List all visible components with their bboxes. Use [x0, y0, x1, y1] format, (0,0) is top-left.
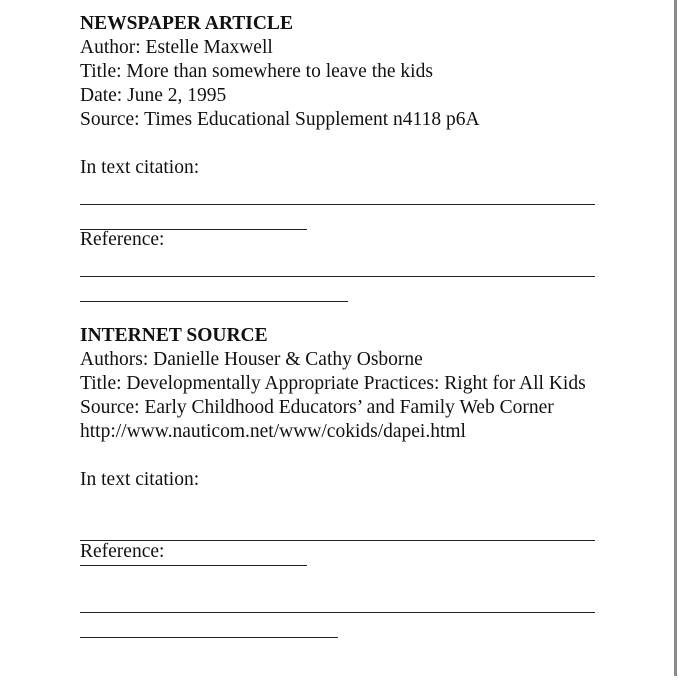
spacer [80, 132, 600, 156]
internet-reference-answer-line-1[interactable] [80, 612, 595, 613]
spacer [80, 516, 600, 540]
newspaper-in-text-citation-label: In text citation: [80, 157, 200, 178]
spacer [80, 492, 600, 516]
newspaper-author: Author: Estelle Maxwell [80, 37, 273, 58]
newspaper-reference-answer-line-1[interactable] [80, 276, 595, 277]
spacer [80, 180, 600, 204]
newspaper-title: Title: More than somewhere to leave the kids [80, 61, 433, 82]
internet-source: Source: Early Childhood Educators’ and Family Web Corner [80, 397, 554, 418]
newspaper-source: Source: Times Educational Supplement n4118 p6A [80, 109, 480, 130]
internet-reference-answer-line-2[interactable] [80, 637, 338, 638]
newspaper-date: Date: June 2, 1995 [80, 85, 227, 106]
newspaper-article-section [80, 12, 600, 252]
internet-in-text-answer-line-1[interactable] [80, 540, 595, 541]
internet-heading: INTERNET SOURCE [80, 325, 268, 346]
spacer [80, 204, 600, 228]
internet-title: Title: Developmentally Appropriate Practices: Right for All Kids [80, 373, 586, 394]
internet-reference-label: Reference: [80, 541, 165, 562]
newspaper-in-text-answer-line-1[interactable] [80, 204, 595, 205]
internet-source-section [80, 324, 600, 564]
internet-in-text-citation-label: In text citation: [80, 469, 200, 490]
page-edge-shadow [674, 0, 677, 676]
newspaper-reference-label: Reference: [80, 229, 165, 250]
newspaper-reference-answer-line-2[interactable] [80, 301, 348, 302]
internet-in-text-answer-line-2[interactable] [80, 565, 307, 566]
newspaper-in-text-answer-line-2[interactable] [80, 229, 307, 230]
newspaper-heading: NEWSPAPER ARTICLE [80, 13, 293, 34]
internet-authors: Authors: Danielle Houser & Cathy Osborne [80, 349, 423, 370]
internet-url: http://www.nauticom.net/www/cokids/dapei.html [80, 421, 466, 442]
spacer [80, 444, 600, 468]
